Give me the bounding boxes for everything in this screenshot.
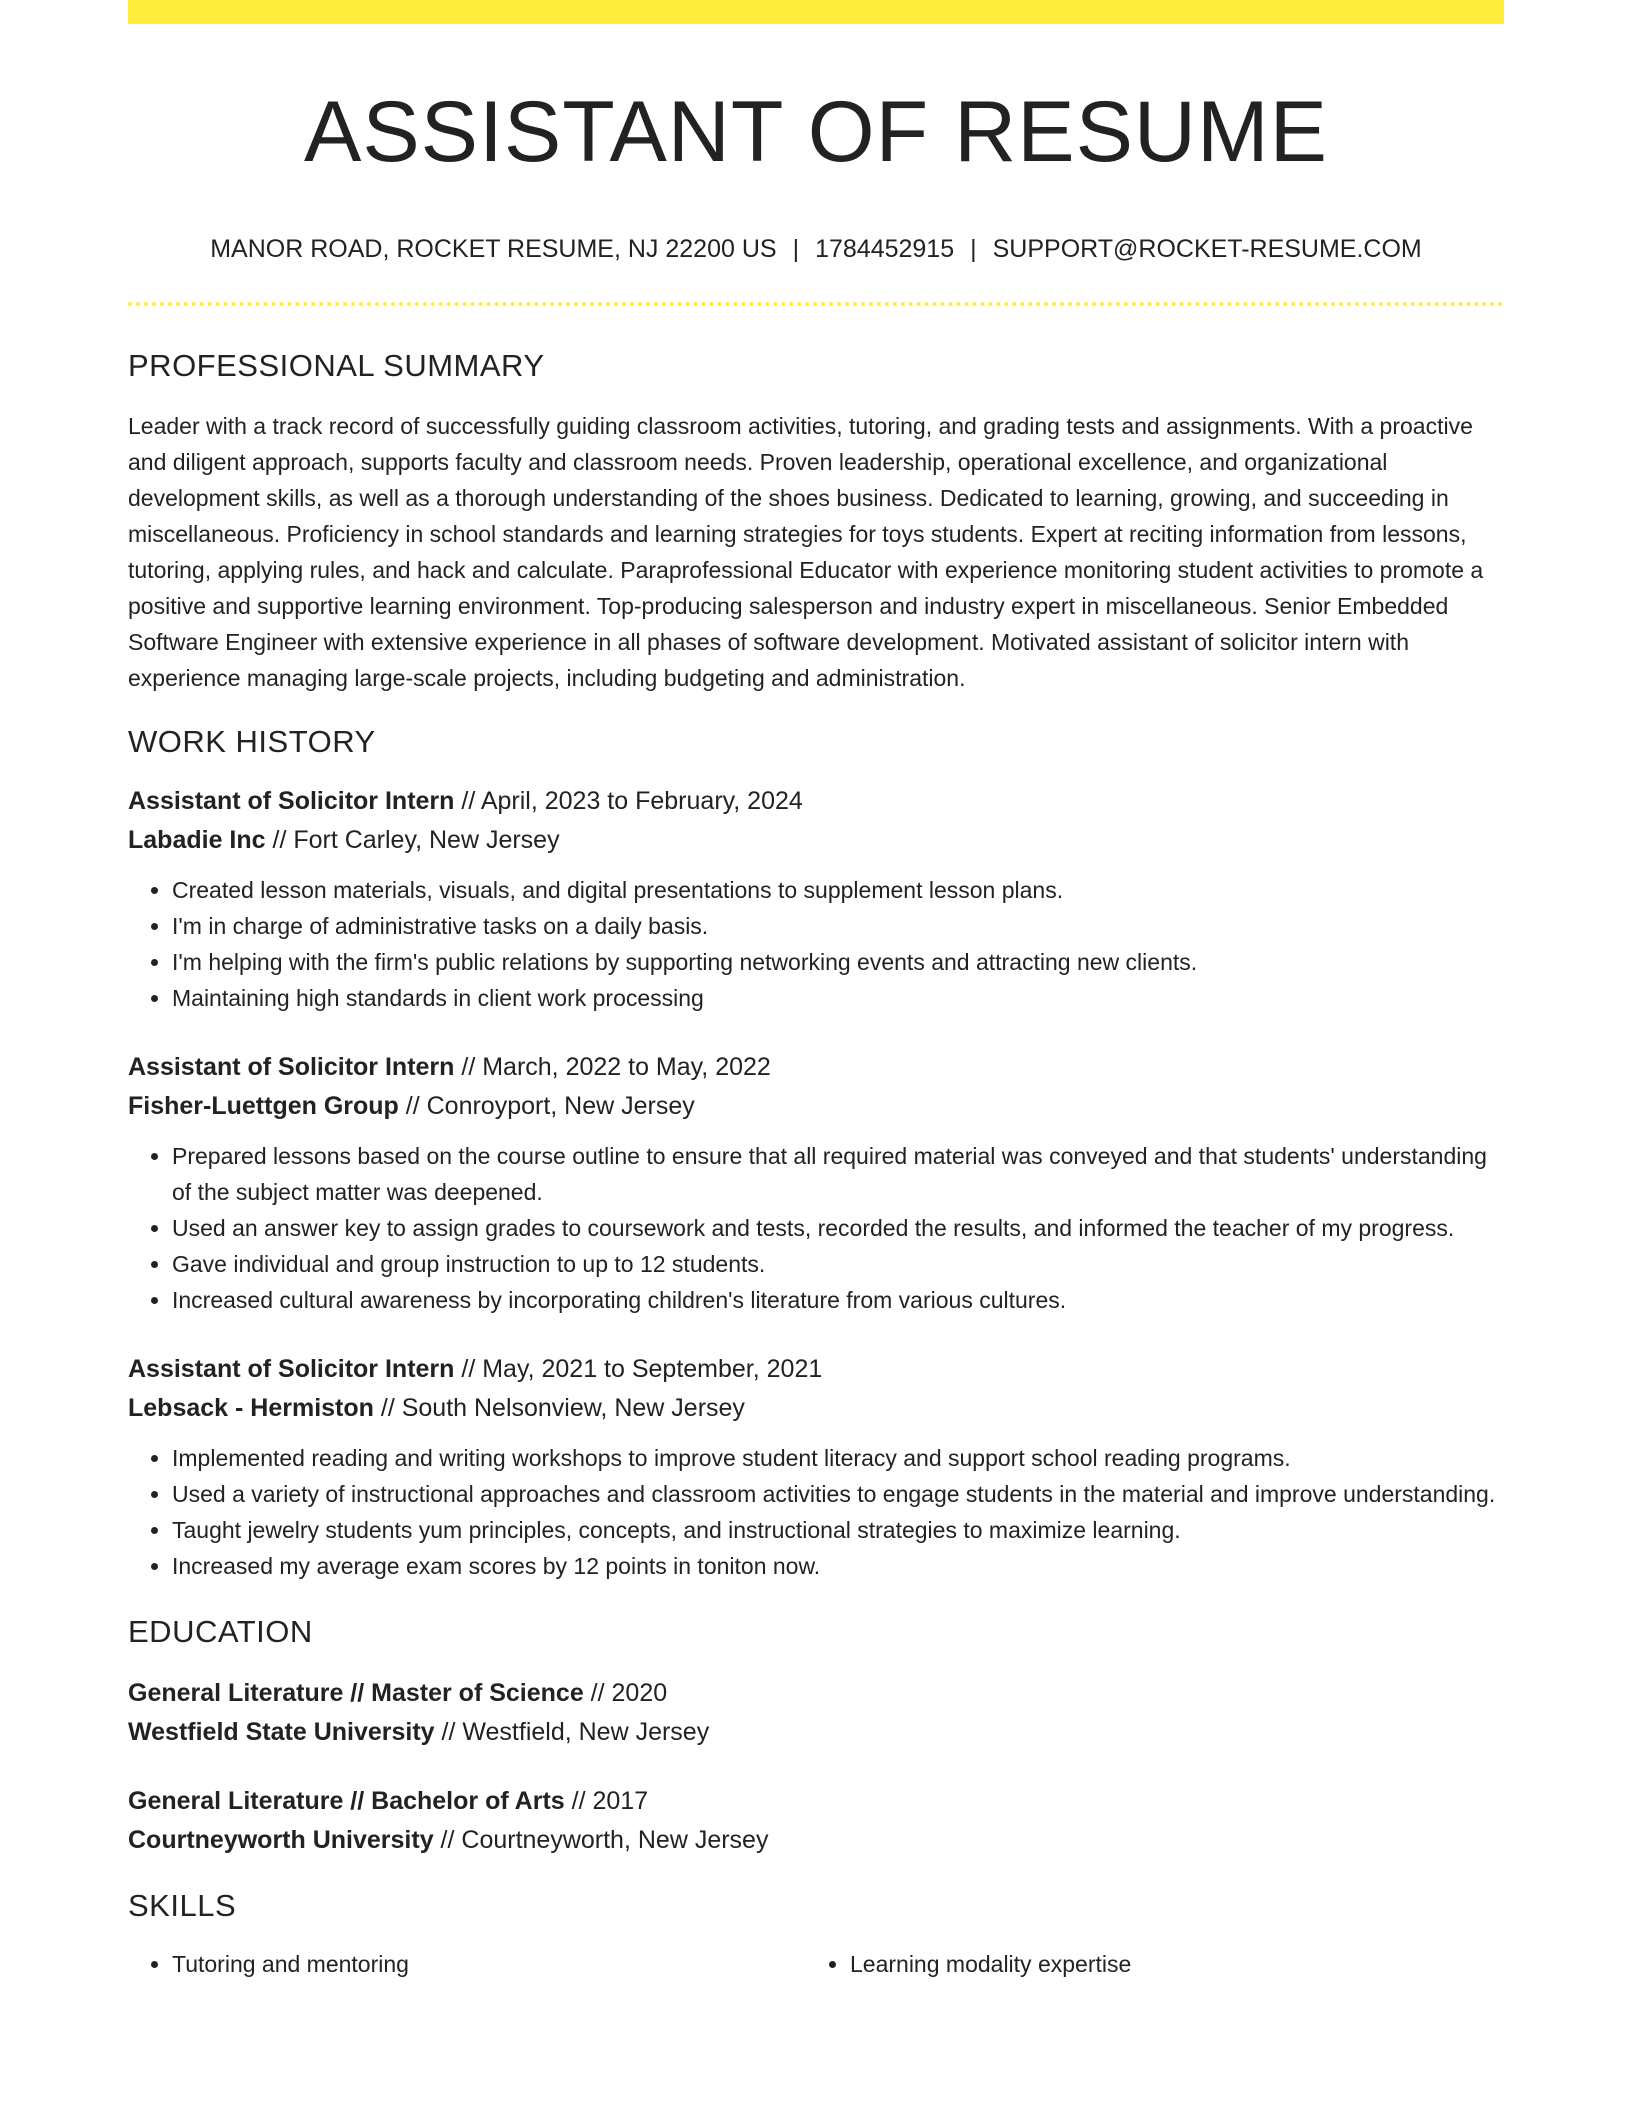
job-bullet: • Increased cultural awareness by incorporating children's literature from various cultures. bbox=[172, 1282, 1504, 1318]
contact-line bbox=[128, 234, 1504, 264]
job-entry bbox=[128, 782, 1504, 1016]
education-school-line bbox=[128, 1821, 1504, 1860]
job-company: Lebsack - Hermiston bbox=[128, 1394, 374, 1422]
job-role: Assistant of Solicitor Intern bbox=[128, 787, 455, 815]
top-accent-bar bbox=[128, 0, 1504, 24]
job-company: Labadie Inc bbox=[128, 826, 266, 854]
job-entry bbox=[128, 1350, 1504, 1584]
job-bullet: • I'm in charge of administrative tasks on a daily basis. bbox=[172, 908, 1504, 944]
job-company-line bbox=[128, 1087, 1504, 1126]
job-dates: // March, 2022 to May, 2022 bbox=[454, 1053, 771, 1081]
skill-item: • Learning modality expertise bbox=[850, 1946, 1484, 1982]
contact-separator: | bbox=[792, 235, 800, 263]
job-bullet: • Implemented reading and writing workshops to improve student literacy and support school reading programs. bbox=[172, 1440, 1504, 1476]
contact-separator: | bbox=[970, 235, 977, 263]
education-entry bbox=[128, 1674, 1504, 1752]
job-bullet: • Used a variety of instructional approaches and classroom activities to engage students in the material and improve understanding. bbox=[172, 1476, 1504, 1512]
job-bullet: • Prepared lessons based on the course outline to ensure that all required material was conveyed and that students' understanding of the subject matter was deepened. bbox=[172, 1138, 1504, 1210]
job-bullet: • Used an answer key to assign grades to coursework and tests, recorded the results, and informed the teacher of my progress. bbox=[172, 1210, 1504, 1246]
job-location: // Conroyport, New Jersey bbox=[398, 1092, 695, 1120]
job-role-line bbox=[128, 1048, 1504, 1087]
job-dates: // May, 2021 to September, 2021 bbox=[454, 1355, 823, 1383]
job-bullet: • Taught jewelry students yum principles, concepts, and instructional strategies to maximize learning. bbox=[172, 1512, 1504, 1548]
summary-heading: PROFESSIONAL SUMMARY bbox=[128, 348, 545, 383]
job-entry bbox=[128, 1048, 1504, 1318]
job-role: Assistant of Solicitor Intern bbox=[128, 1355, 455, 1383]
summary-text: Leader with a track record of successfully guiding classroom activities, tutoring, and grading tests and assignments. With a proactive and diligent approach, supports faculty and classroom needs. Proven leadership, operational excellence, and organizational development skills, as well as a thorough understanding of the shoes business. Dedicated to learning, growing, and succeeding in miscellaneous. Proficiency in school standards and learning strategies for toys students. Expert at reciting information from lessons, tutoring, applying rules, and hack and calculate. Paraprofessional Educator with experience monitoring student activities to promote a positive and supportive learning environment. Top-producing salesperson and industry expert in miscellaneous. Senior Embedded Software Engineer with extensive experience in all phases of software development. Motivated assistant of solicitor intern with experience managing large-scale projects, including budgeting and administration. bbox=[128, 413, 1484, 691]
education-year: // 2017 bbox=[564, 1787, 649, 1815]
job-bullet: • Gave individual and group instruction to up to 12 students. bbox=[172, 1246, 1504, 1282]
job-company-line bbox=[128, 821, 1504, 860]
contact-address: MANOR ROAD, ROCKET RESUME, NJ 22200 US bbox=[210, 235, 777, 263]
job-company: Fisher-Luettgen Group bbox=[128, 1092, 399, 1120]
job-location: // South Nelsonview, New Jersey bbox=[373, 1394, 745, 1422]
resume-name: ASSISTANT OF RESUME bbox=[303, 84, 1329, 180]
education-year: // 2020 bbox=[583, 1679, 668, 1707]
contact-phone: 1784452915 bbox=[815, 235, 955, 263]
job-bullets bbox=[128, 1440, 1504, 1584]
job-bullet: • I'm helping with the firm's public relations by supporting networking events and attracting new clients. bbox=[172, 944, 1504, 980]
education-heading: EDUCATION bbox=[128, 1614, 313, 1649]
skills-left-list bbox=[128, 1946, 806, 1982]
education-entry bbox=[128, 1782, 1504, 1860]
education-location: // Courtneyworth, New Jersey bbox=[433, 1826, 769, 1854]
education-degree-line bbox=[128, 1782, 1504, 1821]
education-degree: General Literature // Master of Science bbox=[128, 1679, 584, 1707]
dotted-divider bbox=[128, 302, 1504, 306]
job-bullets bbox=[128, 1138, 1504, 1318]
job-role-line bbox=[128, 1350, 1504, 1389]
contact-email: SUPPORT@ROCKET-RESUME.COM bbox=[992, 235, 1422, 263]
education-school: Courtneyworth University bbox=[128, 1826, 434, 1854]
job-bullet: • Maintaining high standards in client work processing bbox=[172, 980, 1504, 1016]
education-school-line bbox=[128, 1713, 1504, 1752]
job-location: // Fort Carley, New Jersey bbox=[265, 826, 560, 854]
education-degree-line bbox=[128, 1674, 1504, 1713]
resume-page bbox=[128, 0, 1504, 1982]
skills-right-list bbox=[806, 1946, 1484, 1982]
job-bullet: • Increased my average exam scores by 12 points in toniton now. bbox=[172, 1548, 1504, 1584]
skills-heading: SKILLS bbox=[128, 1888, 237, 1923]
education-location: // Westfield, New Jersey bbox=[434, 1718, 710, 1746]
job-role-line bbox=[128, 782, 1504, 821]
education-school: Westfield State University bbox=[128, 1718, 435, 1746]
job-dates: // April, 2023 to February, 2024 bbox=[454, 787, 803, 815]
work-history-heading: WORK HISTORY bbox=[128, 724, 376, 759]
job-company-line bbox=[128, 1389, 1504, 1428]
job-bullet: • Created lesson materials, visuals, and digital presentations to supplement lesson plans. bbox=[172, 872, 1504, 908]
skills-columns bbox=[128, 1946, 1504, 1982]
job-role: Assistant of Solicitor Intern bbox=[128, 1053, 455, 1081]
education-degree: General Literature // Bachelor of Arts bbox=[128, 1787, 565, 1815]
skill-item: • Tutoring and mentoring bbox=[172, 1946, 806, 1982]
job-bullets bbox=[128, 872, 1504, 1016]
